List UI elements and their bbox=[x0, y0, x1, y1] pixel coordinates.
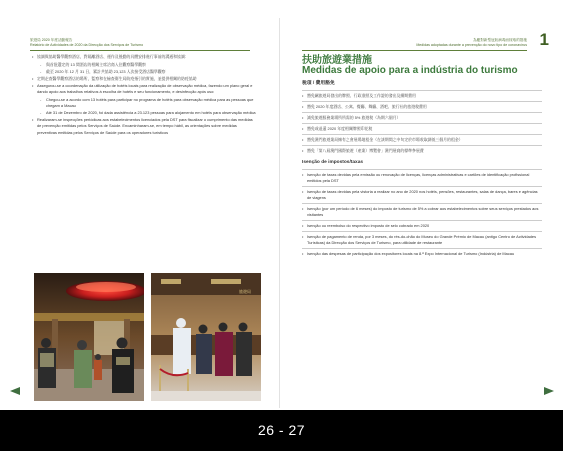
divider bbox=[302, 220, 542, 221]
divider bbox=[302, 231, 542, 232]
right-header-cn: 為應對新型冠狀病毒而採取的措施 bbox=[473, 38, 527, 42]
left-header-cn: 旅遊局 2020 年度活動報告 bbox=[30, 38, 73, 42]
reception-counter-photo bbox=[151, 273, 261, 401]
previous-page-arrow-icon[interactable] bbox=[10, 387, 20, 395]
subsection-header-cn: 稅項 / 費用豁免 bbox=[302, 81, 335, 86]
subitem-cn-2: - 截至 2020 年 12 月 31 日，累計共協助 23,123 人次接受酒店醫學觀察 bbox=[32, 69, 257, 75]
left-running-header bbox=[30, 38, 230, 47]
next-page-arrow-icon[interactable] bbox=[544, 387, 554, 395]
paragraph-cn-2: • 定期走查醫學觀察酒店的場所，監察和在檢查衞生局防疫指引的實施，並提供相關的防疫協助 bbox=[32, 76, 257, 82]
divider bbox=[302, 169, 542, 170]
left-body-text bbox=[32, 54, 257, 137]
divider bbox=[302, 186, 542, 187]
subitem-pt-2: - Até 31 de Dezembro de 2020, foi dada assistência a 23.123 pessoas para alojamento em hotéis para observação médica bbox=[32, 110, 257, 116]
right-body-text bbox=[302, 80, 542, 258]
list-item: • Isenção ou reembolso do respectivo imposto de selo cobrado em 2020 bbox=[302, 223, 542, 229]
photo-sign-text: 旅遊局 bbox=[239, 289, 251, 294]
list-item: • 減免旅遊服務業場所所需的 5% 旅遊稅（為期六個月） bbox=[302, 115, 542, 121]
left-header-rule bbox=[30, 50, 250, 51]
divider bbox=[302, 90, 542, 91]
list-item: • Isenção de taxas devidas pela emissão ou renovação de licenças, licenças administrativas e cartões de identificação profissional emitidos pela DST bbox=[302, 172, 542, 184]
divider bbox=[302, 101, 542, 102]
divider bbox=[302, 248, 542, 249]
page-indicator: 26 - 27 bbox=[257, 422, 306, 438]
list-item: • Isenção das despesas de participação dos expositores locais na 8.ª Expo Internacional de Turismo (Indústria) de Macau bbox=[302, 251, 542, 257]
reception-counter-image bbox=[151, 273, 261, 401]
hotel-lobby-image bbox=[34, 273, 144, 401]
hotel-lobby-photo bbox=[34, 273, 144, 401]
list-item: • Isenção de pagamento de renda, por 3 meses, do rés-do-chão do Museu do Grande Prémio de Macau (antigo Centro de Actividades Turísticas) da Direcção dos Serviços de Turismo, para utilidade de restaurante bbox=[302, 234, 542, 246]
right-running-header bbox=[327, 38, 527, 47]
divider bbox=[302, 203, 542, 204]
list-item: • 豁免或退還 2020 年度相關牌照印花稅 bbox=[302, 126, 542, 132]
list-item: • Isenção de taxas devidas pela vistoria a realizar no ano de 2020 nos hotéis, pensões, restaurantes, salas de dança, bares e agências de viagens bbox=[302, 189, 542, 201]
right-page bbox=[282, 18, 563, 408]
right-page-number: 1 bbox=[539, 30, 549, 49]
divider bbox=[302, 112, 542, 113]
divider bbox=[302, 123, 542, 124]
divider bbox=[302, 134, 542, 135]
viewer-bottom-bar bbox=[0, 410, 563, 451]
left-header-pt: Relatório de Actividades de 2020 da Direcção dos Serviços de Turismo bbox=[30, 42, 144, 47]
paragraph-pt-1: • Assegurou-se a coordenação da utilização de hotéis locais para realização de observação médica, fazendo um plano geral e dando apoio aos trabalhos relativos à escolha de hotéis e seu funcionamento, e desinfecção após uso: bbox=[32, 83, 257, 95]
left-page bbox=[0, 18, 280, 408]
subitem-pt-1: - Chegou-se a acordo com 13 hotéis para participar no programa de hotéis para observação médica para as pessoas que chegam a Macau bbox=[32, 97, 257, 109]
list-item: • 豁免「第八屆澳門國際旅遊（產業）博覽會」澳門展商的標準參展費 bbox=[302, 148, 542, 154]
paragraph-cn-1: • 協調與協助醫學觀察酒店，對隔離酒店、運作及後勤的具體安排進行事前的溝通和協調： bbox=[32, 54, 257, 60]
list-item: • 豁免屬旅遊局發出的牌照、行政准照及工作證的發出及續期費用 bbox=[302, 93, 542, 99]
section-title-pt: Medidas de apoio para a indústria do turismo bbox=[302, 65, 518, 76]
section-title-cn: 扶助旅遊業措施 bbox=[302, 55, 372, 66]
subsection-header-pt: Isenção de impostos/taxas bbox=[302, 159, 364, 165]
list-item: • 豁免澳門旅遊業局擁有之會展場地租金（在該期間之中旬定於市場收取調低三個月的租金） bbox=[302, 137, 542, 143]
list-item: • Isenção (por um período de 6 meses) do imposto de turismo de 5% a cobrar aos estabelecimentos sobre seus serviços prestados aos visitantes bbox=[302, 206, 542, 218]
paragraph-pt-2: • Realizaram-se inspecções periódicas aos estabelecimentos licenciados pela DST para fiscalizar o cumprimento das medidas de prevenção emitidas pelos Serviços de Saúde. Encaminharam-se, em tempo hábil, as orientações sobre medidas preventivas emitidas pelos Serviços de Saúde para os operadores turísticos bbox=[32, 117, 257, 135]
subitem-cn-1: - 與首批選定的 13 間酒店的相關主席洽商入住觀察醫學觀察 bbox=[32, 62, 257, 68]
right-header-pt: Medidas adoptadas durante a prevenção do novo tipo de coronavírus bbox=[416, 42, 527, 47]
list-item: • 豁免 2020 年度酒店、公寓、餐廳、舞廳、酒吧、旅行社的旅遊稅費用 bbox=[302, 104, 542, 110]
divider bbox=[302, 145, 542, 146]
